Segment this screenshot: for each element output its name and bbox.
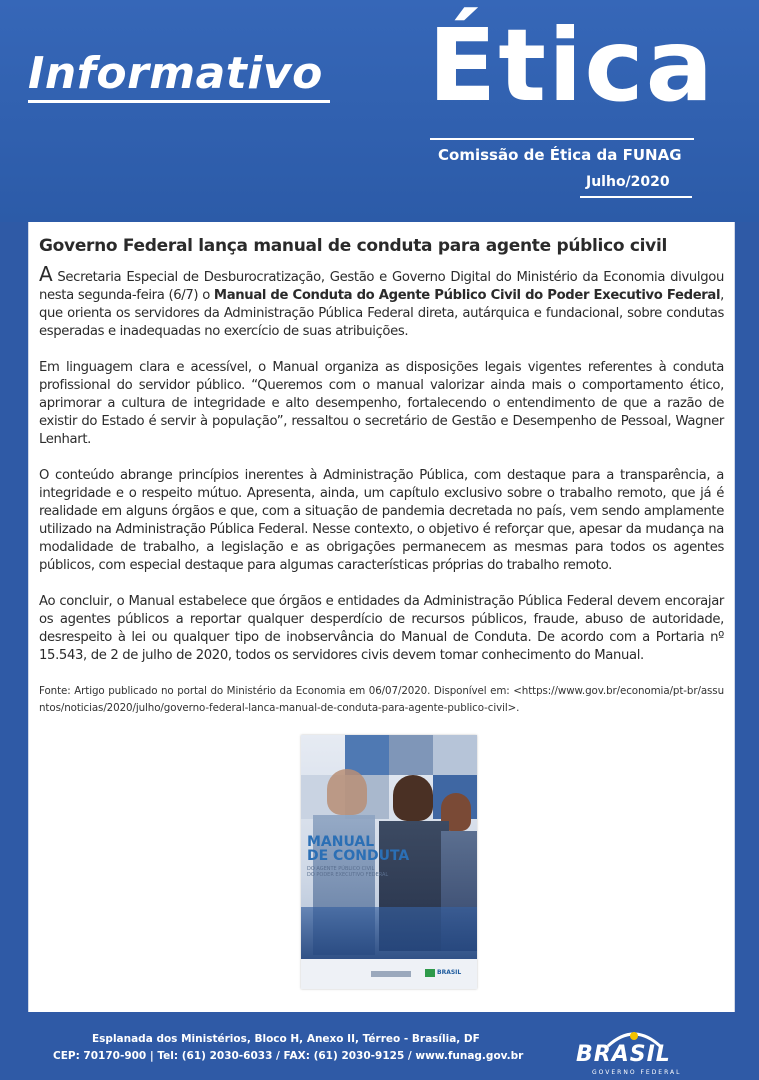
paragraph-3: O conteúdo abrange princípios inerentes à Administração Pública, com destaque para a transparência, a integridade e o respeito mútuo. Apresenta, ainda, um capítulo exclusivo sobre o trabalho remoto, que já é realidade em alguns órgãos e que, com a situação de pandemia decretada no país, vem sendo amplamente utilizado na Administração Pública Federal. Nesse contexto, o objetivo é reforçar que, apesar da mudança na modalidade de trabalho, a legislação e as obrigações permanecem as mesmas para todos os agentes públicos, com especial destaque para algumas características próprias do trabalho remoto. — [39, 468, 724, 573]
issue-date: Julho/2020 — [586, 174, 670, 190]
paragraph-1-text-b: , que orienta os servidores da Administração Pública Federal direta, autárquica e fundacional, sobre condutas esperadas e inadequadas no exercício de suas atribuições. — [39, 288, 724, 339]
cover-title-line2: DE CONDUTA — [307, 848, 410, 864]
cover-title — [307, 835, 409, 863]
drop-cap: A — [39, 262, 53, 286]
person-left-head — [327, 769, 367, 815]
cover-flag-icon — [425, 969, 435, 977]
footer-band — [0, 1012, 759, 1080]
cover-tile — [433, 735, 477, 775]
cover-title-line1: MANUAL — [307, 834, 375, 850]
cover-subtitle-line2: DO PODER EXECUTIVO FEDERAL — [307, 872, 389, 878]
informativo-underline — [28, 100, 330, 103]
article-body — [28, 222, 735, 1012]
date-underline — [580, 196, 692, 198]
cover-tile — [389, 735, 433, 775]
article-headline: Governo Federal lança manual de conduta para agente público civil — [39, 236, 667, 256]
informativo-title: Informativo — [28, 48, 323, 99]
brasil-governo-logo — [574, 1028, 704, 1078]
manual-name-bold: Manual de Conduta do Agente Público Civil do Poder Executivo Federal — [213, 288, 721, 303]
footer-contact: CEP: 70170-900 | Tel: (61) 2030-6033 / FAX: (61) 2030-9125 / www.funag.gov.br — [53, 1050, 524, 1062]
paragraph-1 — [39, 262, 724, 341]
paragraph-2: Em linguagem clara e acessível, o Manual organiza as disposições legais vigentes referentes à conduta profissional do servidor público. “Queremos com o manual valorizar ainda mais o comportamento ético, aprimorar a cultura de integridade e alto desempenho, fortalecendo o entendimento de que a razão de existir do Estado é servir à população”, ressaltou o secretário de Gestão e Desempenho de Pessoal, Wagner Lenhart. — [39, 360, 724, 447]
logo-brasil-word: BRASIL — [576, 1042, 671, 1067]
footer-address: Esplanada dos Ministérios, Bloco H, Anexo II, Térreo - Brasília, DF — [92, 1033, 480, 1045]
cover-lower-band — [301, 907, 477, 959]
manual-cover-image — [301, 735, 477, 989]
etica-title: Ética — [428, 7, 716, 124]
cover-brasil-logo: BRASIL — [437, 969, 462, 976]
paragraph-1-text-a: Secretaria Especial de Desburocratização, Gestão e Governo Digital do Ministério da Economia divulgou nesta segunda-feira (6/7) o — [39, 270, 724, 303]
cover-subtitle-line1: DO AGENTE PÚBLICO CIVIL — [307, 866, 375, 872]
logo-governo-federal: GOVERNO FEDERAL — [592, 1069, 682, 1076]
source-citation: Fonte: Artigo publicado no portal do Ministério da Economia em 06/07/2020. Disponível em: <https://www.gov.br/economia/pt-br/assuntos/noticias/2020/julho/governo-federal-lanca-manual-de-conduta-para-agente-publico-civil>. — [39, 685, 724, 714]
cover-ministry-mark — [371, 971, 411, 977]
person-center-head — [393, 775, 433, 821]
paragraph-4: Ao concluir, o Manual estabelece que órgãos e entidades da Administração Pública Federal devem encorajar os agentes públicos a reportar qualquer desperdício de recursos públicos, fraude, abuso de autoridade, desrespeito à lei ou qualquer tipo de inobservância do Manual de Conduta. De acordo com a Portaria nº 15.543, de 2 de julho de 2020, todos os servidores civis devem tomar conhecimento do Manual. — [39, 594, 724, 663]
commission-subtitle: Comissão de Ética da FUNAG — [438, 146, 682, 164]
header-banner — [0, 0, 759, 222]
cover-subtitle — [307, 866, 397, 878]
etica-underline — [430, 138, 694, 140]
